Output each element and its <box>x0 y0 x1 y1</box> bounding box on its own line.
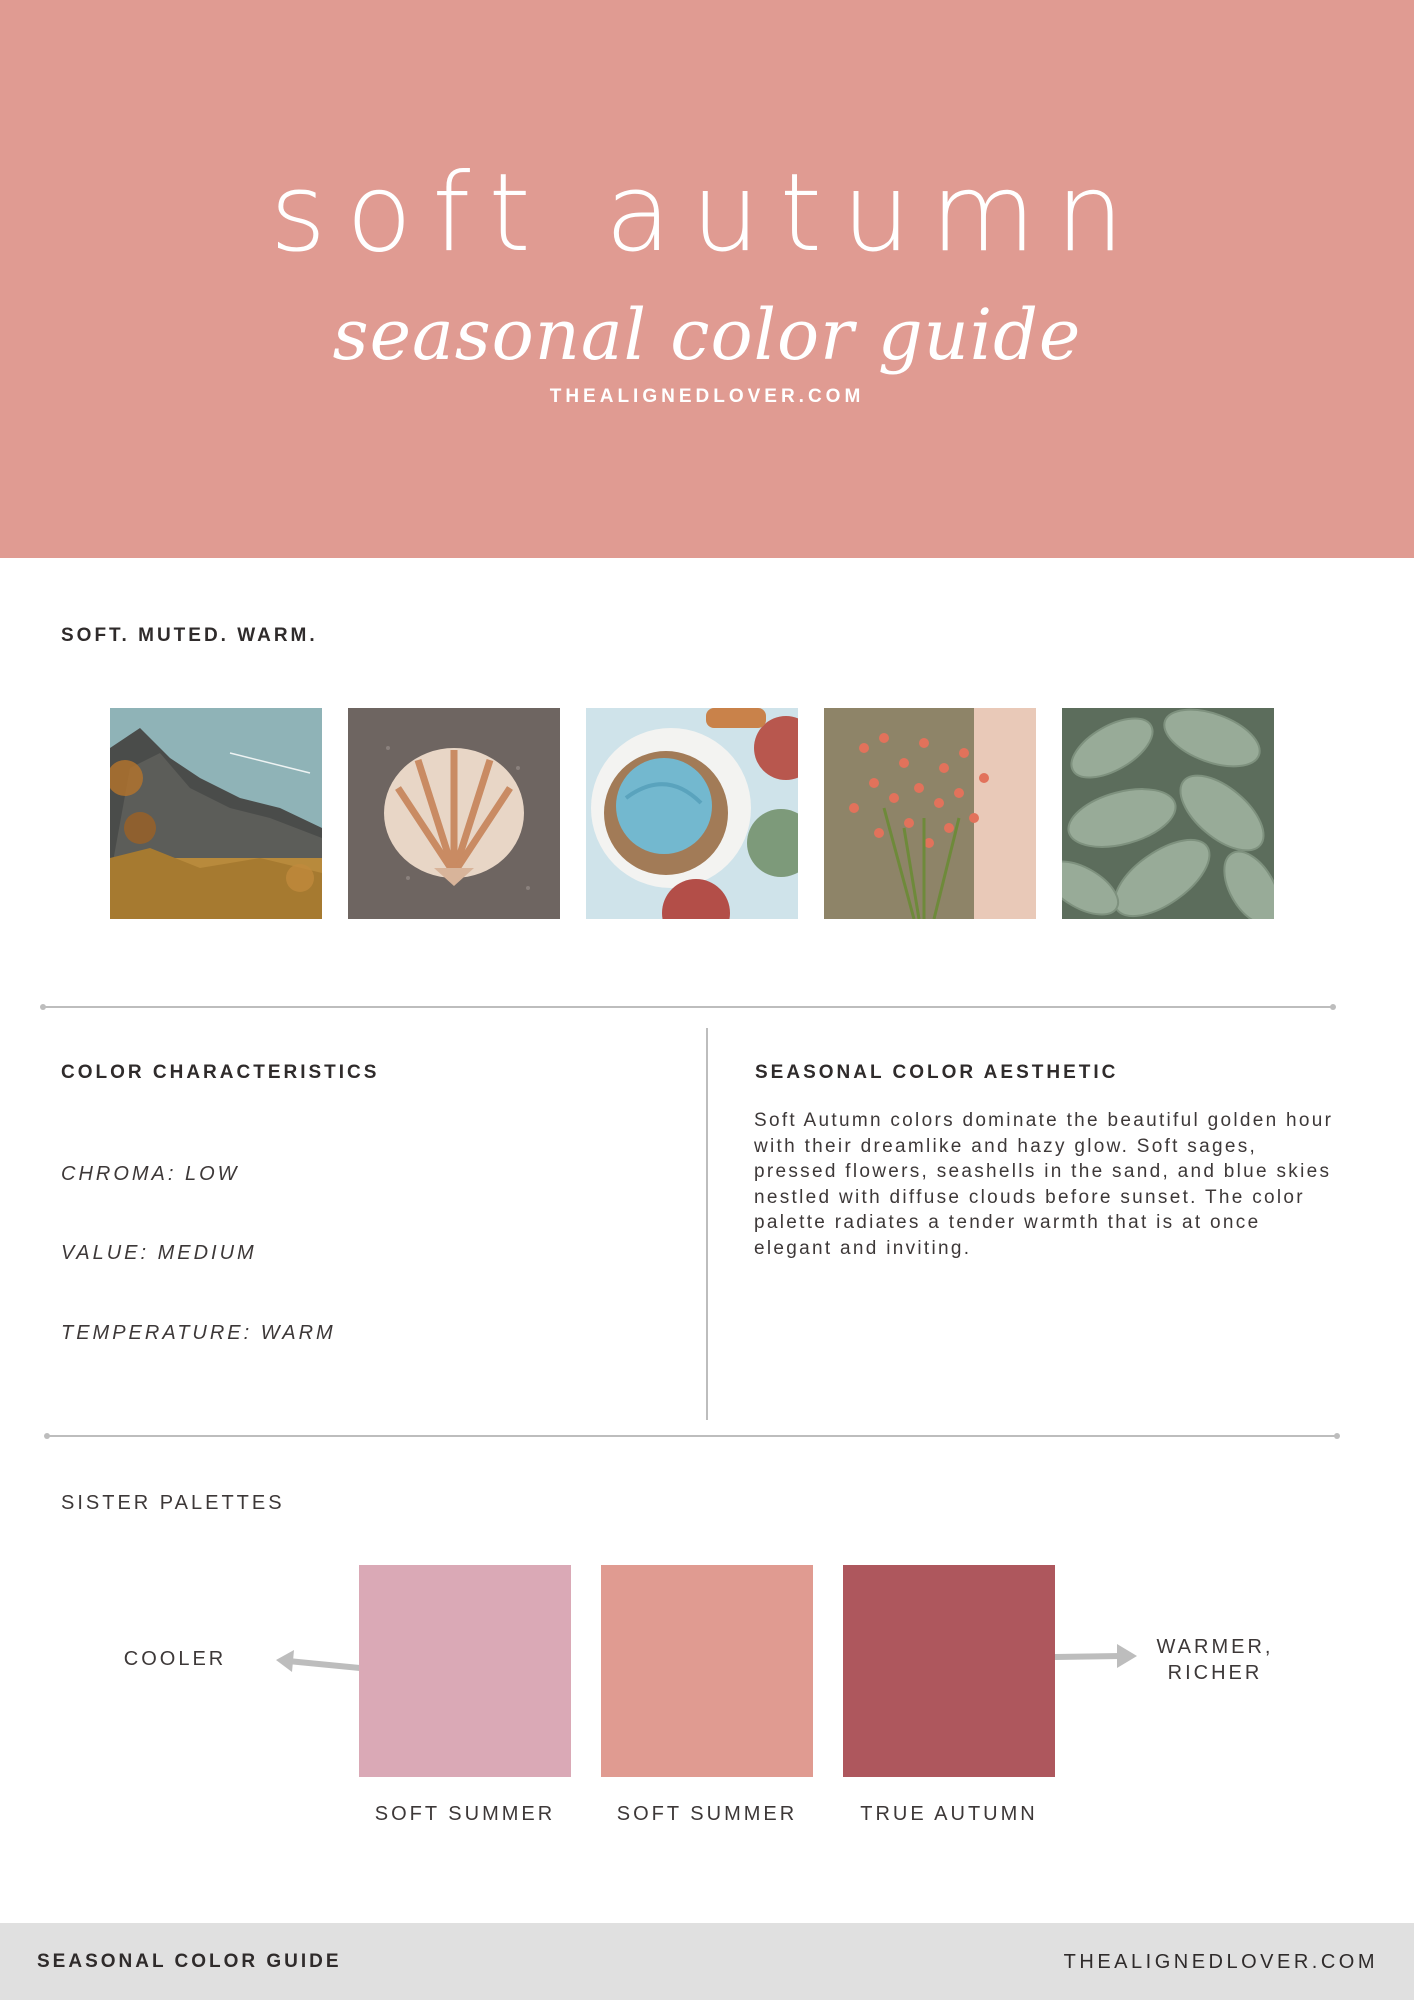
characteristics-heading: COLOR CHARACTERISTICS <box>61 1062 380 1083</box>
divider-top <box>43 1006 1333 1008</box>
sister-palettes-heading: SISTER PALETTES <box>61 1492 285 1514</box>
hero-banner <box>0 0 1414 558</box>
swatch-soft-summer <box>601 1565 813 1777</box>
dried-flowers-photo <box>824 708 1036 919</box>
value-value: VALUE: MEDIUM <box>61 1242 257 1264</box>
aesthetic-heading: SEASONAL COLOR AESTHETIC <box>755 1062 1119 1083</box>
hero-script-subtitle: seasonal color guide <box>332 294 1082 376</box>
sage-leaves-photo <box>1062 708 1274 919</box>
arrow-left-icon <box>276 1648 360 1678</box>
footer-url[interactable]: THEALIGNEDLOVER.COM <box>1063 1951 1378 1973</box>
swatch-label: SOFT SUMMER <box>374 1803 556 1825</box>
footer <box>0 1923 1414 2000</box>
hero-title: soft autumn <box>269 151 1145 276</box>
mountain-landscape-photo <box>110 708 322 919</box>
temperature-value: TEMPERATURE: WARM <box>61 1322 336 1344</box>
arrow-right-icon <box>1055 1642 1137 1672</box>
hero-url: THEALIGNEDLOVER.COM <box>549 386 865 407</box>
aesthetic-description: Soft Autumn colors dominate the beautiful golden hour with their dreamlike and hazy glow. Soft sages, pressed flowers, seashells in the sand, and blue skies nestled with diffuse clouds before sunset. The color palette radiates a tender warmth that is at once elegant and inviting. <box>754 1110 1334 1259</box>
swatch-soft-summer-cool <box>359 1565 571 1777</box>
seashell-photo <box>348 708 560 919</box>
footer-title: SEASONAL COLOR GUIDE <box>37 1951 342 1972</box>
tagline: SOFT. MUTED. WARM. <box>61 625 318 646</box>
warmer-label-line2: RICHER <box>1167 1662 1263 1684</box>
divider-vertical <box>706 1028 708 1420</box>
swatch-true-autumn <box>843 1565 1055 1777</box>
divider-bottom <box>47 1435 1337 1437</box>
cooler-label: COOLER <box>123 1648 227 1670</box>
swatch-label: TRUE AUTUMN <box>860 1803 1038 1825</box>
swatch-label: SOFT SUMMER <box>616 1803 798 1825</box>
warmer-label-line1: WARMER, <box>1156 1636 1274 1658</box>
yarn-basket-photo <box>586 708 798 919</box>
warmer-richer-label <box>1135 1634 1295 1686</box>
chroma-value: CHROMA: LOW <box>61 1163 240 1185</box>
